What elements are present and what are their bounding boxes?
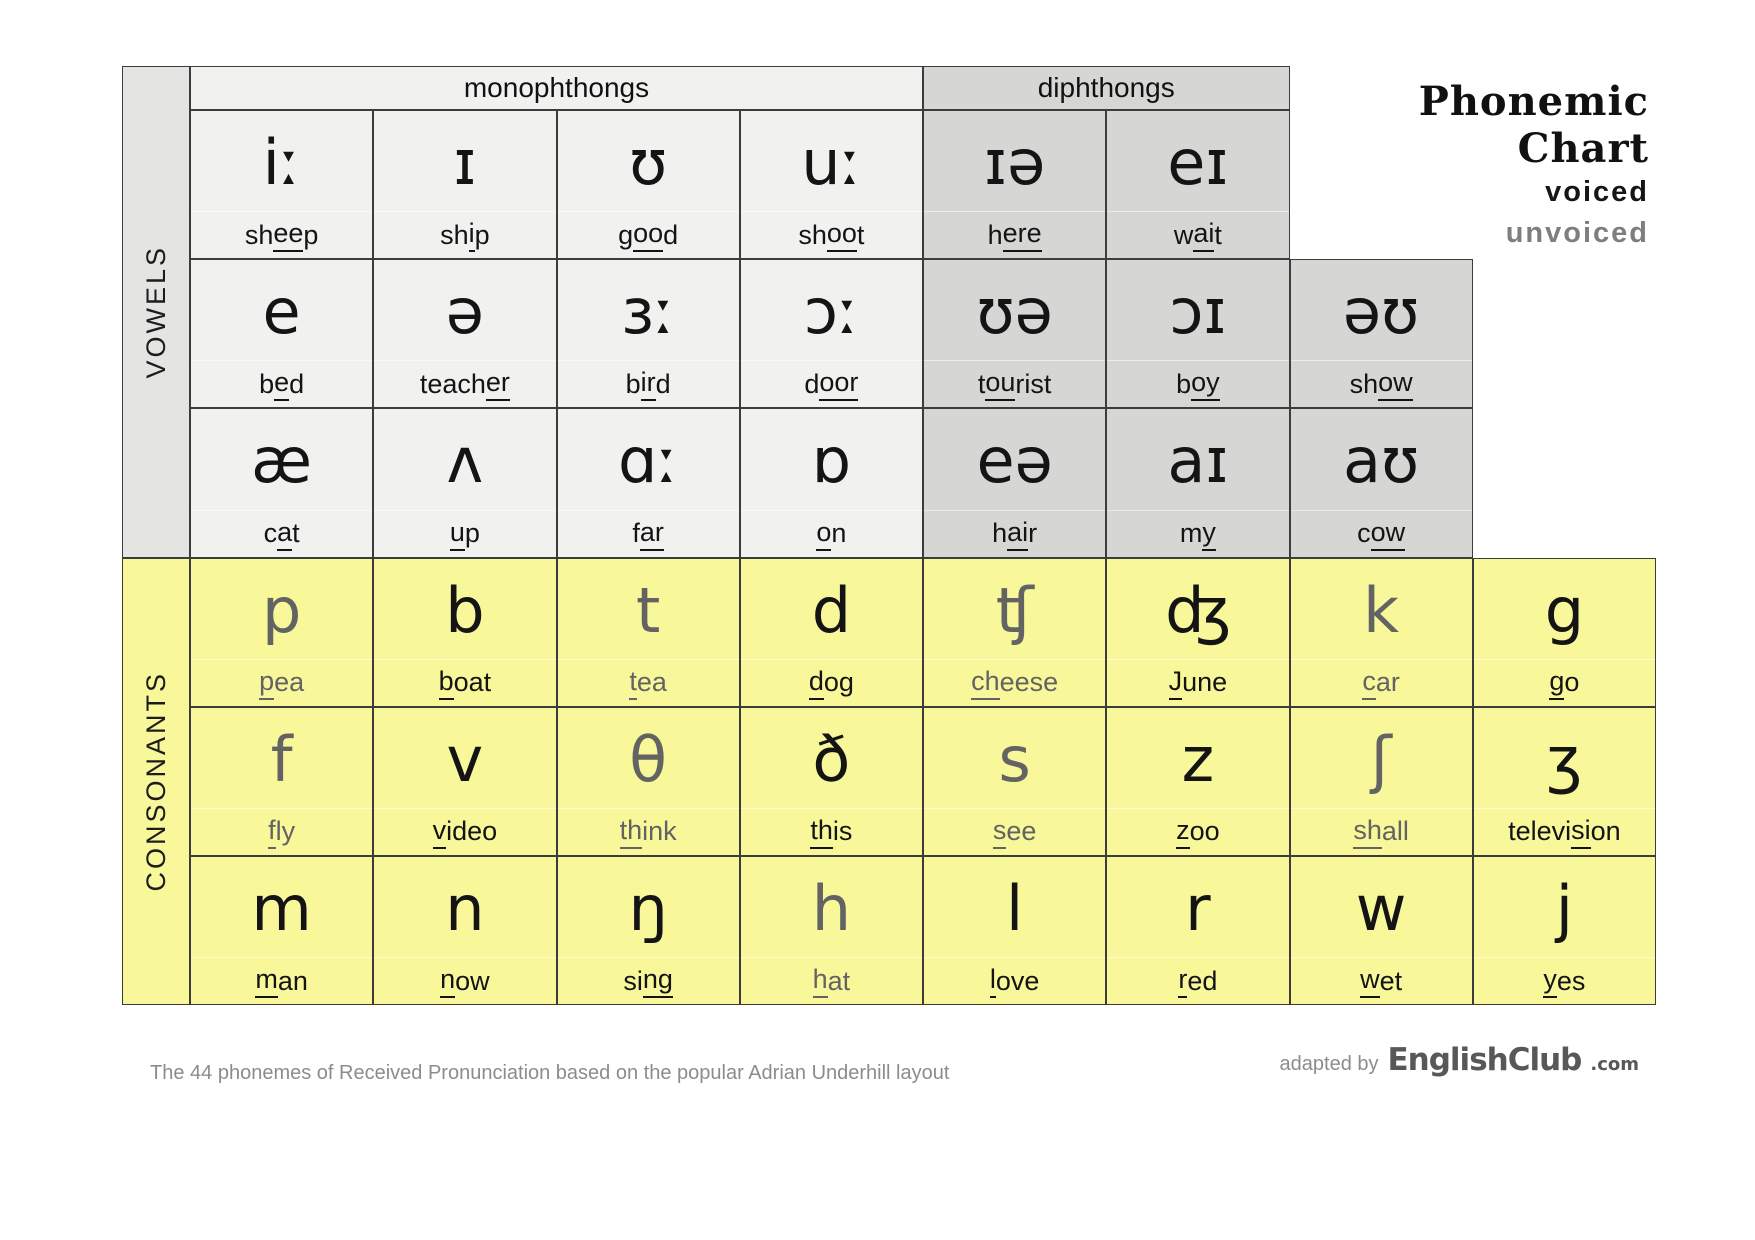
example-word: n ow (374, 957, 555, 1004)
example-word: th ink (558, 808, 739, 855)
example-word: g o (1474, 659, 1655, 706)
phoneme-cell-love (923, 856, 1106, 1005)
underlined-letters: th (810, 815, 833, 849)
example-word: c a t (191, 510, 372, 557)
example-word: o n (741, 510, 922, 557)
phoneme-symbol: e (262, 275, 301, 349)
phoneme-symbol: ŋ (628, 871, 668, 945)
phoneme-cell-cheese (923, 558, 1106, 707)
unvoiced-legend-label: unvoiced (1505, 217, 1649, 249)
phoneme-cell-June (1106, 558, 1289, 707)
attribution-text: The 44 phonemes of Received Pronunciation based on the popular Adrian Underhill layout (150, 1062, 950, 1084)
example-word: ch eese (924, 659, 1105, 706)
phoneme-symbol: æ (251, 424, 313, 498)
phoneme-cell-bird (557, 259, 740, 408)
phoneme-symbol: əʊ (1342, 275, 1420, 349)
phoneme-cell-far (557, 408, 740, 557)
chart-title-line2: Chart (1517, 125, 1649, 172)
example-word: sh i p (374, 211, 555, 258)
phoneme-symbol: ɔː (803, 275, 859, 349)
underlined-letters: sh (1353, 815, 1382, 849)
phoneme-symbol: l (1006, 871, 1024, 945)
phoneme-symbol: ʊ (628, 126, 668, 200)
phoneme-cell-think (557, 707, 740, 856)
underlined-letters: ch (971, 666, 1000, 700)
example-word: f ar (558, 510, 739, 557)
phoneme-cell-sing (557, 856, 740, 1005)
underlined-letters: ow (1378, 367, 1413, 401)
phoneme-cell-on (740, 408, 923, 557)
phoneme-cell-fly (190, 707, 373, 856)
chart-title-line1: Phonemic (1418, 78, 1649, 125)
consonants-label-text: CONSONANTS (140, 670, 171, 892)
vowels-section-label (122, 66, 190, 558)
underlined-letters: i (469, 218, 475, 252)
phoneme-cell-my (1106, 408, 1289, 557)
phoneme-symbol: v (446, 722, 484, 796)
example-word: teach er (374, 360, 555, 407)
underlined-letters: ou (985, 367, 1015, 401)
phoneme-symbol: j (1555, 871, 1573, 945)
example-word: televi si on (1474, 808, 1655, 855)
example-word: c ow (1291, 510, 1472, 557)
voiced-legend-label: voiced (1545, 176, 1649, 208)
phoneme-symbol: ð (812, 722, 851, 796)
underlined-letters: ir (641, 367, 656, 401)
phoneme-cell-zoo (1106, 707, 1289, 856)
phoneme-symbol: d (811, 573, 852, 647)
phoneme-cell-wait (1106, 110, 1289, 259)
phoneme-cell-teacher (373, 259, 556, 408)
phoneme-cell-bed (190, 259, 373, 408)
example-word: c ar (1291, 659, 1472, 706)
example-word: h at (741, 957, 922, 1004)
underlined-letters: er (486, 367, 510, 401)
phoneme-cell-good (557, 110, 740, 259)
underlined-letters: oor (819, 367, 858, 401)
example-word: y es (1474, 957, 1655, 1004)
phoneme-cell-wet (1290, 856, 1473, 1005)
phoneme-cell-shoot (740, 110, 923, 259)
example-word: s ee (924, 808, 1105, 855)
vowels-label-text: VOWELS (140, 244, 171, 379)
underlined-letters: oo (827, 218, 857, 252)
phoneme-symbol: m (251, 871, 312, 945)
phoneme-cell-dog (740, 558, 923, 707)
underlined-letters: l (990, 964, 996, 998)
phoneme-symbol: t (635, 573, 661, 647)
underlined-letters: f (268, 815, 276, 849)
phoneme-cell-video (373, 707, 556, 856)
phoneme-cell-tourist (923, 259, 1106, 408)
underlined-letters: J (1169, 666, 1183, 700)
phoneme-symbol: ʧ (995, 573, 1034, 647)
underlined-letters: r (1178, 964, 1187, 998)
phoneme-cell-yes (1473, 856, 1656, 1005)
phoneme-symbol: w (1355, 871, 1407, 945)
underlined-letters: ai (1193, 218, 1214, 252)
example-word: sh oo t (741, 211, 922, 258)
phoneme-cell-now (373, 856, 556, 1005)
phoneme-cell-boy (1106, 259, 1289, 408)
phoneme-symbol: aʊ (1342, 424, 1420, 498)
phoneme-symbol: z (1181, 722, 1215, 796)
phoneme-cell-this (740, 707, 923, 856)
phoneme-cell-go (1473, 558, 1656, 707)
phoneme-cell-hair (923, 408, 1106, 557)
phoneme-cell-ship (373, 110, 556, 259)
phoneme-symbol: p (261, 573, 302, 647)
underlined-letters: b (439, 666, 454, 700)
phoneme-symbol: ɪə (984, 126, 1046, 200)
example-word: h ai r (924, 510, 1105, 557)
phoneme-cell-hat (740, 856, 923, 1005)
example-word: si ng (558, 957, 739, 1004)
example-word: l ove (924, 957, 1105, 1004)
phoneme-symbol: f (270, 722, 293, 796)
underlined-letters: z (1176, 815, 1190, 849)
example-word: h ere (924, 211, 1105, 258)
phoneme-symbol: eɪ (1167, 126, 1229, 200)
underlined-letters: m (255, 964, 278, 998)
example-word: sh all (1291, 808, 1472, 855)
adapted-by-text: adapted by (1279, 1053, 1379, 1075)
phoneme-symbol: θ (629, 722, 668, 796)
underlined-letters: ar (640, 517, 664, 551)
phoneme-symbol: h (811, 871, 852, 945)
example-word: b oat (374, 659, 555, 706)
underlined-letters: n (440, 964, 455, 998)
example-word: b e d (191, 360, 372, 407)
adapted-by-block (1280, 1042, 1639, 1078)
phoneme-symbol: r (1185, 871, 1211, 945)
example-word: w ai t (1107, 211, 1288, 258)
example-word: sh ee p (191, 211, 372, 258)
diphthongs-header: diphthongs (923, 66, 1290, 110)
example-word: b oy (1107, 360, 1288, 407)
phoneme-symbol: g (1544, 573, 1585, 647)
phoneme-cell-tea (557, 558, 740, 707)
englishclub-logo-suffix: .com (1590, 1054, 1639, 1075)
monophthongs-header: monophthongs (190, 66, 923, 110)
phoneme-symbol: ʌ (446, 424, 484, 498)
phoneme-cell-television (1473, 707, 1656, 856)
example-word: th is (741, 808, 922, 855)
phoneme-cell-sheep (190, 110, 373, 259)
chart-title-block (1419, 78, 1649, 254)
phoneme-cell-red (1106, 856, 1289, 1005)
example-word: u p (374, 510, 555, 557)
phoneme-cell-boat (373, 558, 556, 707)
phoneme-symbol: ɑː (618, 424, 679, 498)
underlined-letters: o (816, 517, 831, 551)
underlined-letters: s (993, 815, 1007, 849)
underlined-letters: si (1571, 815, 1591, 849)
example-word: d og (741, 659, 922, 706)
example-word: J une (1107, 659, 1288, 706)
phoneme-symbol: ɔɪ (1169, 275, 1227, 349)
example-word: p ea (191, 659, 372, 706)
example-word: g oo d (558, 211, 739, 258)
phoneme-cell-cow (1290, 408, 1473, 557)
example-word: r ed (1107, 957, 1288, 1004)
phoneme-symbol: b (445, 573, 485, 647)
underlined-letters: oo (633, 218, 663, 252)
underlined-letters: h (813, 964, 828, 998)
underlined-letters: y (1543, 964, 1557, 998)
underlined-letters: oy (1191, 367, 1220, 401)
example-word: b ir d (558, 360, 739, 407)
underlined-letters: th (620, 815, 643, 849)
phoneme-cell-man (190, 856, 373, 1005)
underlined-letters: a (277, 517, 292, 551)
example-word: m y (1107, 510, 1288, 557)
phoneme-cell-here (923, 110, 1106, 259)
phoneme-symbol: ʒ (1546, 722, 1583, 796)
phoneme-symbol: ɪ (453, 126, 477, 200)
phoneme-cell-see (923, 707, 1106, 856)
phoneme-cell-shall (1290, 707, 1473, 856)
phoneme-symbol: s (998, 722, 1031, 796)
example-word: t ou rist (924, 360, 1105, 407)
underlined-letters: ai (1007, 517, 1028, 551)
phoneme-cell-car (1290, 558, 1473, 707)
example-word: t ea (558, 659, 739, 706)
phoneme-symbol: ʤ (1165, 573, 1231, 647)
phoneme-symbol: ɜː (621, 275, 676, 349)
phoneme-symbol: uː (801, 126, 862, 200)
underlined-letters: p (259, 666, 274, 700)
underlined-letters: t (629, 666, 637, 700)
phoneme-cell-up (373, 408, 556, 557)
phoneme-symbol: ʊə (976, 275, 1053, 349)
phoneme-symbol: ə (445, 275, 484, 349)
underlined-letters: ere (1003, 218, 1042, 252)
underlined-letters: v (433, 815, 447, 849)
phoneme-symbol: ʃ (1370, 722, 1392, 796)
underlined-letters: w (1360, 964, 1380, 998)
example-word: w et (1291, 957, 1472, 1004)
phoneme-symbol: eə (976, 424, 1053, 498)
englishclub-logo: EnglishClub (1387, 1042, 1582, 1078)
consonants-section-label (122, 558, 190, 1006)
example-word: sh ow (1291, 360, 1472, 407)
underlined-letters: e (274, 367, 289, 401)
underlined-letters: c (1362, 666, 1376, 700)
phoneme-cell-show (1290, 259, 1473, 408)
phoneme-symbol: n (445, 871, 485, 945)
underlined-letters: ow (1371, 517, 1406, 551)
phoneme-cell-cat (190, 408, 373, 557)
example-word: v ideo (374, 808, 555, 855)
phoneme-cell-pea (190, 558, 373, 707)
underlined-letters: u (450, 517, 465, 551)
phoneme-symbol: iː (262, 126, 301, 200)
underlined-letters: y (1202, 517, 1216, 551)
example-word: z oo (1107, 808, 1288, 855)
example-word: d oor (741, 360, 922, 407)
underlined-letters: d (809, 666, 824, 700)
underlined-letters: g (1549, 666, 1564, 700)
underlined-letters: ee (273, 218, 303, 252)
underlined-letters: ng (643, 964, 673, 998)
phoneme-symbol: aɪ (1167, 424, 1229, 498)
phoneme-cell-door (740, 259, 923, 408)
example-word: m an (191, 957, 372, 1004)
example-word: f ly (191, 808, 372, 855)
phoneme-symbol: ɒ (811, 424, 852, 498)
phoneme-symbol: k (1363, 573, 1400, 647)
